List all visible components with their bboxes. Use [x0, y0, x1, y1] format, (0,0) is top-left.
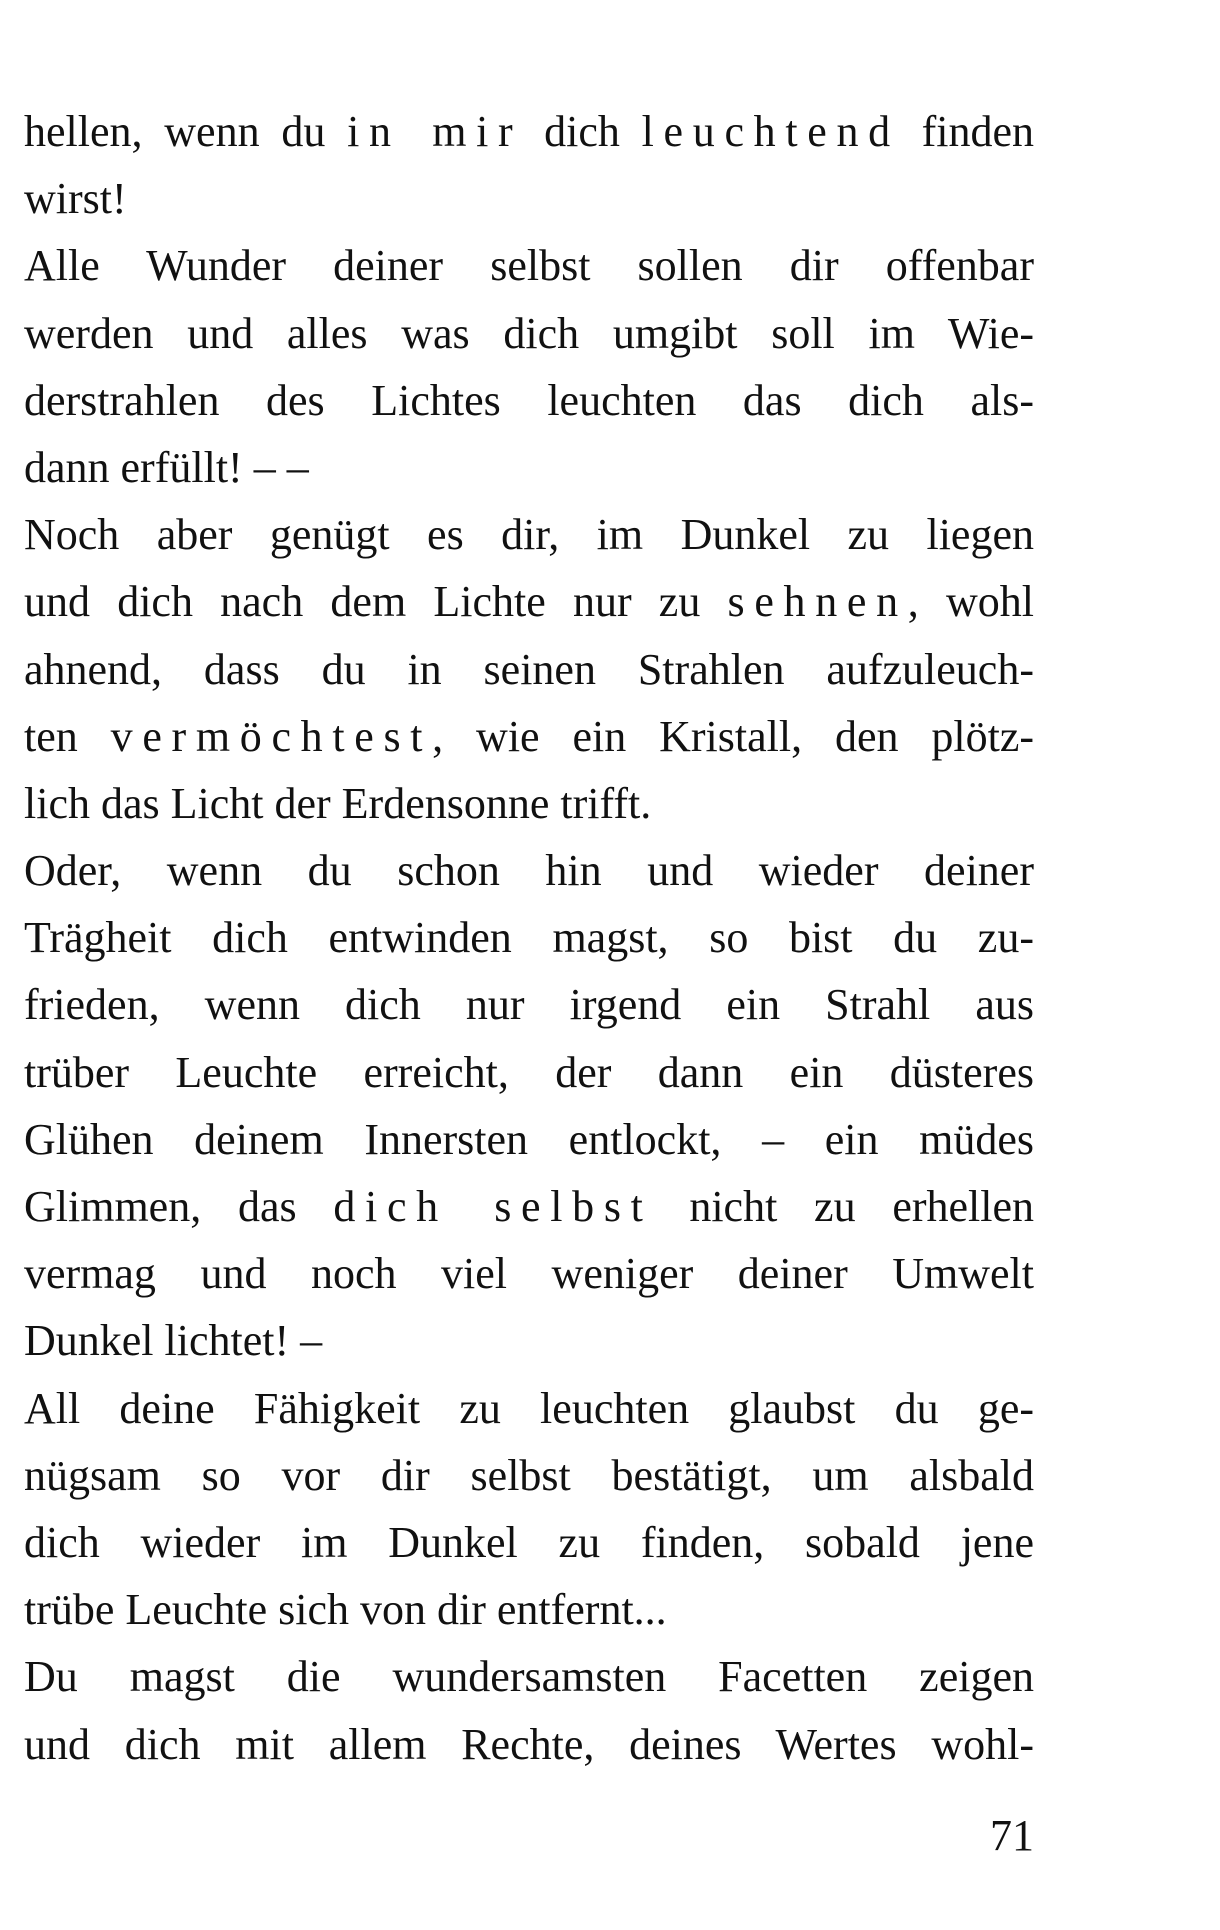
text-segment: , wohl — [907, 577, 1034, 627]
text-segment: finden — [899, 107, 1035, 156]
text-segment: Du magst die wundersamsten Facetten zeigen — [24, 1652, 1034, 1702]
text-segment: dann erfüllt! – – — [24, 442, 309, 492]
text-segment: Noch aber genügt es dir, im Dunkel zu liegen — [24, 510, 1034, 560]
text-line — [24, 1442, 1034, 1509]
text-segment: werden und alles was dich umgibt soll im Wie- — [24, 308, 1034, 358]
text-line — [24, 165, 1034, 232]
text-line — [24, 1240, 1034, 1307]
text-line — [24, 837, 1034, 904]
text-line — [24, 703, 1034, 770]
text-line — [24, 1173, 1034, 1240]
text-segment: dich wieder im Dunkel zu finden, sobald jene — [24, 1517, 1034, 1567]
text-line — [24, 98, 1034, 165]
text-segment: wirst! — [24, 174, 127, 224]
text-segment: ten — [24, 711, 111, 761]
text-segment: und dich nach dem Lichte nur zu — [24, 577, 728, 627]
text-line — [24, 1576, 1034, 1643]
text-segment: ahnend, dass du in seinen Strahlen aufzuleuch- — [24, 644, 1034, 694]
text-segment: All deine Fähigkeit zu leuchten glaubst du ge- — [24, 1383, 1034, 1433]
text-segment: nügsam so vor dir selbst bestätigt, um alsbald — [24, 1450, 1034, 1500]
page-number: 71 — [990, 1811, 1034, 1860]
text-segment: Glimmen, das — [24, 1182, 334, 1231]
text-segment: hellen, wenn du — [24, 107, 348, 156]
text-segment: vermag und noch viel weniger deiner Umwelt — [24, 1249, 1034, 1299]
text-line — [24, 1711, 1034, 1778]
spaced-emphasis: leuchtend — [641, 107, 900, 156]
text-line — [24, 501, 1034, 568]
text-segment: lich das Licht der Erdensonne trifft. — [24, 778, 652, 828]
text-line — [24, 1307, 1034, 1374]
text-segment: trübe Leuchte sich von dir entfernt... — [24, 1585, 667, 1635]
text-segment: , wie ein Kristall, den plötz- — [432, 711, 1034, 761]
text-line — [24, 1375, 1034, 1442]
text-segment: dich — [522, 107, 642, 156]
text-line — [24, 568, 1034, 635]
text-line — [24, 232, 1034, 299]
text-line — [24, 434, 1034, 501]
body-text — [24, 98, 1034, 1778]
text-segment: Glühen deinem Innersten entlockt, – ein müdes — [24, 1114, 1034, 1164]
text-segment: Alle Wunder deiner selbst sollen dir offenbar — [24, 241, 1034, 291]
text-line — [24, 1643, 1034, 1710]
text-line — [24, 1509, 1034, 1576]
text-line — [24, 367, 1034, 434]
text-segment: derstrahlen des Lichtes leuchten das dich als- — [24, 375, 1034, 425]
text-line — [24, 300, 1034, 367]
text-segment: trüber Leuchte erreicht, der dann ein düsteres — [24, 1047, 1034, 1097]
spaced-emphasis: sehnen — [727, 577, 908, 627]
text-segment: Dunkel lichtet! – — [24, 1316, 323, 1366]
text-line — [24, 904, 1034, 971]
text-segment: Trägheit dich entwinden magst, so bist du zu- — [24, 913, 1034, 963]
spaced-emphasis: dich selbst — [333, 1182, 653, 1231]
text-line — [24, 971, 1034, 1038]
text-line — [24, 636, 1034, 703]
spaced-emphasis: vermöchtest — [110, 711, 433, 761]
text-segment: frieden, wenn dich nur irgend ein Strahl aus — [24, 980, 1034, 1030]
text-line — [24, 770, 1034, 837]
text-segment: Oder, wenn du schon hin und wieder deiner — [24, 846, 1034, 896]
spaced-emphasis: in mir — [347, 107, 523, 156]
text-segment: nicht zu erhellen — [652, 1182, 1035, 1231]
text-line — [24, 1039, 1034, 1106]
text-segment: und dich mit allem Rechte, deines Wertes wohl- — [24, 1719, 1034, 1769]
text-line — [24, 1106, 1034, 1173]
